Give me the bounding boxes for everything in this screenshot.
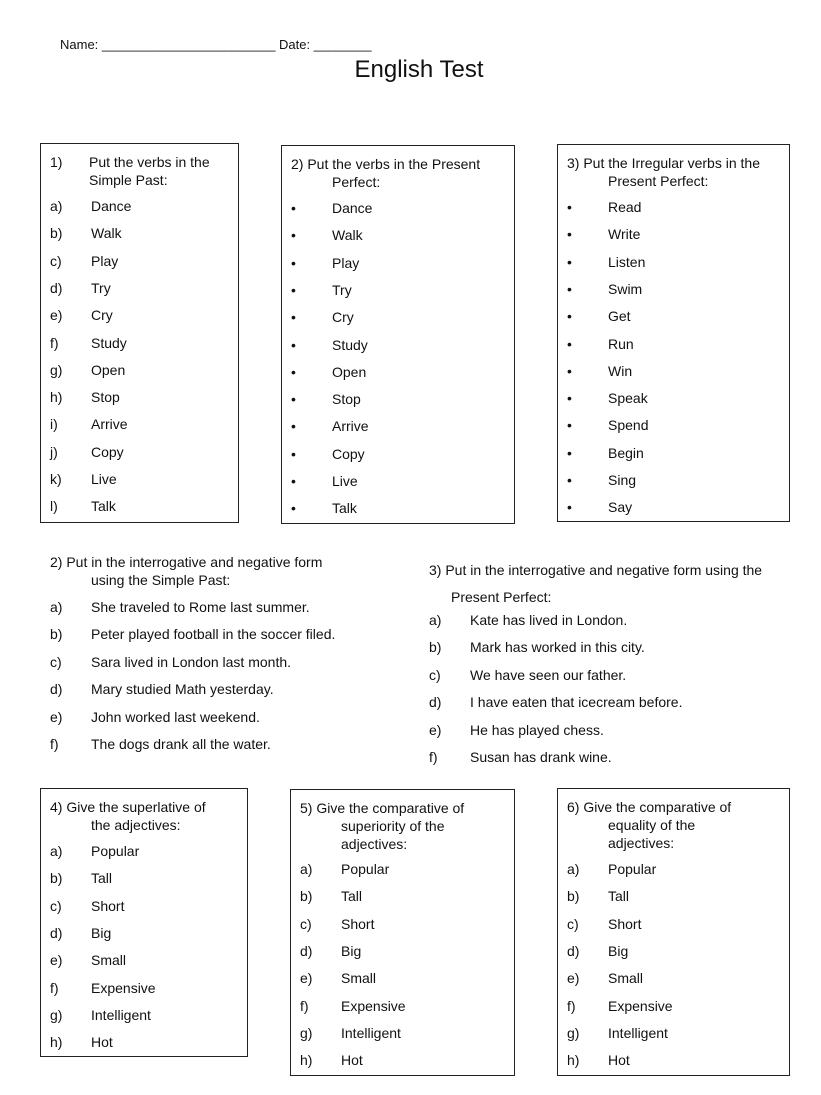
list-item-text: Big <box>341 942 362 959</box>
list-item-text: The dogs drank all the water. <box>91 736 271 752</box>
list-item <box>50 842 139 860</box>
list-item-text: Play <box>332 254 360 271</box>
list-item-text: Dance <box>91 198 132 214</box>
list-item-text: She traveled to Rome last summer. <box>91 599 310 615</box>
list-item-text: Tall <box>608 888 630 905</box>
list-item <box>291 499 357 517</box>
list-item-text: Kate has lived in London. <box>470 612 628 628</box>
list-marker: • <box>291 254 296 271</box>
list-item-text: Talk <box>91 498 116 515</box>
list-item <box>567 389 648 407</box>
list-marker: b) <box>50 626 63 643</box>
list-marker: f) <box>429 749 438 765</box>
list-item <box>291 390 361 408</box>
list-item <box>567 997 673 1015</box>
list-marker: a) <box>567 861 580 877</box>
list-item <box>567 915 641 933</box>
list-item-text: Tall <box>91 870 113 887</box>
exercise-2-title-line1: 2) Put the verbs in the Present <box>291 156 481 172</box>
list-marker: e) <box>50 307 63 324</box>
list-item-text: Talk <box>332 500 357 517</box>
list-item-text: Short <box>341 915 375 932</box>
exercise-3-title <box>567 154 760 190</box>
list-item <box>50 388 120 406</box>
list-marker: • <box>567 335 572 352</box>
list-marker: c) <box>567 915 579 932</box>
list-marker: d) <box>300 942 313 959</box>
exercise-1-number: 1) <box>50 154 63 170</box>
list-item <box>429 748 612 766</box>
list-item <box>567 969 643 987</box>
list-marker: b) <box>300 888 313 905</box>
list-item <box>300 1024 401 1042</box>
list-item-text: Small <box>608 970 644 987</box>
list-item <box>291 363 366 381</box>
list-item <box>567 307 631 325</box>
list-item <box>567 335 634 353</box>
list-marker: e) <box>50 708 63 725</box>
list-marker: c) <box>429 666 441 683</box>
exercise-3-title-line1: 3) Put the Irregular verbs in the <box>567 155 760 171</box>
exercise-3-title-line2: Present Perfect: <box>608 173 709 189</box>
list-item-text: Mark has worked in this city. <box>470 639 645 656</box>
exercise-6-title-line2: equality of the <box>608 817 696 833</box>
list-item-text: Stop <box>332 391 361 408</box>
list-item-text: Open <box>332 363 367 380</box>
list-marker: b) <box>567 888 580 905</box>
list-item-text: Tall <box>341 888 363 905</box>
list-item <box>50 279 111 297</box>
list-marker: a) <box>50 198 63 214</box>
list-item <box>300 997 406 1015</box>
list-item-text: Popular <box>91 843 140 859</box>
list-item-text: Short <box>608 915 642 932</box>
list-item-text: Live <box>91 471 117 487</box>
list-item-text: Hot <box>91 1034 113 1051</box>
list-item-text: John worked last weekend. <box>91 708 260 725</box>
list-marker: d) <box>429 694 442 711</box>
list-item <box>291 472 358 490</box>
list-item <box>291 417 369 435</box>
list-item <box>567 887 629 905</box>
list-marker: d) <box>50 279 63 296</box>
list-item <box>50 924 111 942</box>
list-item <box>50 869 112 887</box>
list-item-text: Sara lived in London last month. <box>91 653 292 670</box>
list-marker: • <box>291 336 296 353</box>
list-item-text: Popular <box>341 861 390 877</box>
list-marker: • <box>567 199 572 215</box>
list-item-text: Hot <box>608 1052 630 1069</box>
list-marker: • <box>291 418 296 435</box>
list-item <box>50 470 117 488</box>
list-item-text: Mary studied Math yesterday. <box>91 681 274 698</box>
exercise-2-title-line2: Perfect: <box>332 174 381 190</box>
list-item-text: Win <box>608 362 633 379</box>
list-item <box>300 942 361 960</box>
section-2-title <box>50 553 322 589</box>
list-item <box>50 252 118 270</box>
list-marker: • <box>291 500 296 517</box>
list-marker: g) <box>50 1006 63 1023</box>
list-item <box>50 497 116 515</box>
list-marker: • <box>567 444 572 461</box>
list-marker: d) <box>50 681 63 698</box>
list-item-text: Expensive <box>91 979 156 996</box>
list-item-text: Try <box>91 279 111 296</box>
list-item <box>567 498 632 516</box>
list-item <box>50 735 271 753</box>
list-item <box>50 979 156 997</box>
section-3-title-line2: Present Perfect: <box>451 589 552 605</box>
list-marker: c) <box>50 897 62 914</box>
list-marker: g) <box>300 1024 313 1041</box>
list-marker: c) <box>50 252 62 269</box>
list-marker: h) <box>50 389 63 406</box>
list-item-text: Popular <box>608 861 657 877</box>
list-marker: • <box>567 499 572 516</box>
list-marker: f) <box>50 334 59 351</box>
list-item-text: Run <box>608 335 634 352</box>
list-item <box>50 653 291 671</box>
list-marker: • <box>291 473 296 489</box>
list-marker: • <box>291 309 296 326</box>
list-item-text: Study <box>91 334 127 351</box>
list-item-text: Peter played football in the soccer filed. <box>91 626 336 643</box>
list-item-text: Open <box>91 361 126 378</box>
list-item-text: Play <box>91 252 119 269</box>
list-item-text: Sing <box>608 472 637 488</box>
exercise-1-box <box>40 143 239 523</box>
list-item <box>50 306 113 324</box>
list-item-text: Copy <box>91 443 124 460</box>
list-item <box>50 708 260 726</box>
list-marker: f) <box>300 997 309 1014</box>
list-item-text: Arrive <box>91 416 128 433</box>
list-marker: • <box>291 391 296 408</box>
list-item <box>50 951 126 969</box>
list-item-text: Big <box>608 942 629 959</box>
list-item <box>567 471 636 489</box>
list-marker: a) <box>50 599 63 615</box>
list-marker: • <box>291 200 296 216</box>
list-marker: e) <box>300 970 313 987</box>
list-item-text: Cry <box>332 309 354 326</box>
list-item <box>567 280 642 298</box>
list-item <box>567 225 640 243</box>
list-item-text: We have seen our father. <box>470 666 627 683</box>
list-marker: e) <box>567 970 580 987</box>
list-item <box>50 598 310 616</box>
list-item <box>50 361 125 379</box>
list-item-text: Live <box>332 473 358 489</box>
list-item <box>300 915 374 933</box>
list-marker: e) <box>50 952 63 969</box>
list-item-text: Intelligent <box>91 1006 151 1023</box>
list-item-text: Dance <box>332 200 373 216</box>
list-item <box>291 281 352 299</box>
list-item <box>300 860 389 878</box>
name-date-line: Name: ________________________ Date: ________ <box>60 37 372 52</box>
list-marker: a) <box>300 861 313 877</box>
list-item-text: Stop <box>91 389 120 406</box>
list-item <box>50 1033 113 1051</box>
list-item-text: Speak <box>608 390 648 407</box>
exercise-5-title-line3: adjectives: <box>341 836 408 852</box>
list-marker: a) <box>50 843 63 859</box>
list-item <box>300 969 376 987</box>
exercise-3-box <box>557 144 790 522</box>
list-marker: d) <box>567 942 580 959</box>
exercise-5-title-line1: 5) Give the comparative of <box>300 800 465 816</box>
list-item <box>567 942 628 960</box>
list-item <box>567 444 644 462</box>
list-item <box>291 336 368 354</box>
section-3-title <box>429 557 762 611</box>
list-item-text: Say <box>608 499 633 516</box>
list-marker: • <box>567 226 572 243</box>
list-marker: j) <box>50 443 58 460</box>
list-marker: • <box>567 253 572 270</box>
exercise-6-title <box>567 798 731 852</box>
list-item-text: Expensive <box>341 997 406 1014</box>
list-item-text: Big <box>91 924 112 941</box>
page-title: English Test <box>354 56 484 83</box>
list-item <box>291 226 363 244</box>
list-marker: a) <box>429 612 442 628</box>
exercise-4-title-line1: 4) Give the superlative of <box>50 799 206 815</box>
list-marker: g) <box>567 1024 580 1041</box>
list-item <box>291 199 372 217</box>
list-item-text: He has played chess. <box>470 721 604 738</box>
list-item-text: Read <box>608 199 642 215</box>
list-item-text: Listen <box>608 253 646 270</box>
section-2-title-line1: 2) Put in the interrogative and negative form <box>50 554 323 570</box>
list-item <box>429 638 645 656</box>
list-item-text: Cry <box>91 307 113 324</box>
exercise-6-box <box>557 788 790 1076</box>
list-item <box>567 1024 668 1042</box>
list-marker: b) <box>50 870 63 887</box>
exercise-1-title-line1: Put the verbs in the <box>89 154 210 170</box>
list-marker: • <box>567 390 572 407</box>
list-item-text: Hot <box>341 1052 363 1069</box>
list-item <box>50 680 274 698</box>
list-marker: • <box>291 363 296 380</box>
list-item-text: Arrive <box>332 418 369 435</box>
list-marker: • <box>567 308 572 325</box>
list-item <box>429 693 682 711</box>
exercise-4-box <box>40 788 248 1057</box>
exercise-4-title-line2: the adjectives: <box>91 817 181 833</box>
list-marker: g) <box>50 361 63 378</box>
list-marker: b) <box>50 225 63 242</box>
list-item <box>567 362 632 380</box>
list-item <box>50 897 124 915</box>
list-item-text: Walk <box>332 227 363 244</box>
list-item <box>50 443 124 461</box>
list-item-text: Get <box>608 308 631 325</box>
list-item <box>429 611 627 629</box>
exercise-5-title-line2: superiority of the <box>341 818 445 834</box>
list-item <box>50 224 122 242</box>
list-item-text: Swim <box>608 280 643 297</box>
list-item-text: Small <box>341 970 377 987</box>
list-marker: c) <box>300 915 312 932</box>
list-item <box>300 887 362 905</box>
list-marker: c) <box>50 653 62 670</box>
list-marker: b) <box>429 639 442 656</box>
list-item-text: Expensive <box>608 997 673 1014</box>
list-marker: • <box>567 362 572 379</box>
exercise-6-title-line1: 6) Give the comparative of <box>567 799 732 815</box>
list-item-text: Susan has drank wine. <box>470 749 612 765</box>
list-marker: f) <box>567 997 576 1014</box>
list-marker: l) <box>50 498 58 515</box>
list-item <box>50 197 131 215</box>
list-item-text: Try <box>332 281 352 298</box>
list-item <box>291 445 365 463</box>
list-item <box>291 254 359 272</box>
list-item <box>567 253 645 271</box>
list-item <box>50 334 127 352</box>
list-item-text: Write <box>608 226 641 243</box>
list-marker: • <box>291 281 296 298</box>
list-item-text: Walk <box>91 225 122 242</box>
exercise-2-box <box>281 145 515 524</box>
list-item <box>567 1051 630 1069</box>
list-item-text: Intelligent <box>341 1024 401 1041</box>
list-marker: • <box>567 417 572 434</box>
list-item <box>567 198 641 216</box>
list-item-text: Study <box>332 336 368 353</box>
list-marker: • <box>567 280 572 297</box>
section-2-title-line2: using the Simple Past: <box>91 572 231 588</box>
list-marker: h) <box>50 1034 63 1051</box>
list-item-text: I have eaten that icecream before. <box>470 694 683 711</box>
list-marker: e) <box>429 721 442 738</box>
list-item <box>50 415 128 433</box>
exercise-5-title <box>300 799 464 853</box>
list-item <box>291 308 354 326</box>
exercise-6-title-line3: adjectives: <box>608 835 675 851</box>
list-item <box>567 860 656 878</box>
list-item-text: Short <box>91 897 125 914</box>
list-marker: k) <box>50 471 62 487</box>
list-marker: h) <box>300 1052 313 1069</box>
list-marker: f) <box>50 979 59 996</box>
section-3-title-line1: 3) Put in the interrogative and negative form using the <box>429 562 763 578</box>
exercise-1-title <box>50 153 210 189</box>
list-marker: • <box>567 472 572 488</box>
list-marker: f) <box>50 736 59 752</box>
list-item <box>50 1006 151 1024</box>
list-marker: • <box>291 227 296 244</box>
exercise-1-title-line2: Simple Past: <box>89 172 168 188</box>
list-marker: d) <box>50 924 63 941</box>
list-item-text: Copy <box>332 445 365 462</box>
list-item <box>429 666 626 684</box>
exercise-4-title <box>50 798 206 834</box>
list-item-text: Small <box>91 952 127 969</box>
exercise-2-title <box>291 155 480 191</box>
list-item <box>300 1051 363 1069</box>
exercise-5-box <box>290 789 515 1076</box>
list-item-text: Begin <box>608 444 644 461</box>
list-marker: • <box>291 445 296 462</box>
list-item <box>50 625 335 643</box>
list-marker: i) <box>50 416 58 433</box>
list-item-text: Spend <box>608 417 649 434</box>
list-item-text: Intelligent <box>608 1024 668 1041</box>
list-marker: h) <box>567 1052 580 1069</box>
list-item <box>567 416 648 434</box>
list-item <box>429 721 604 739</box>
